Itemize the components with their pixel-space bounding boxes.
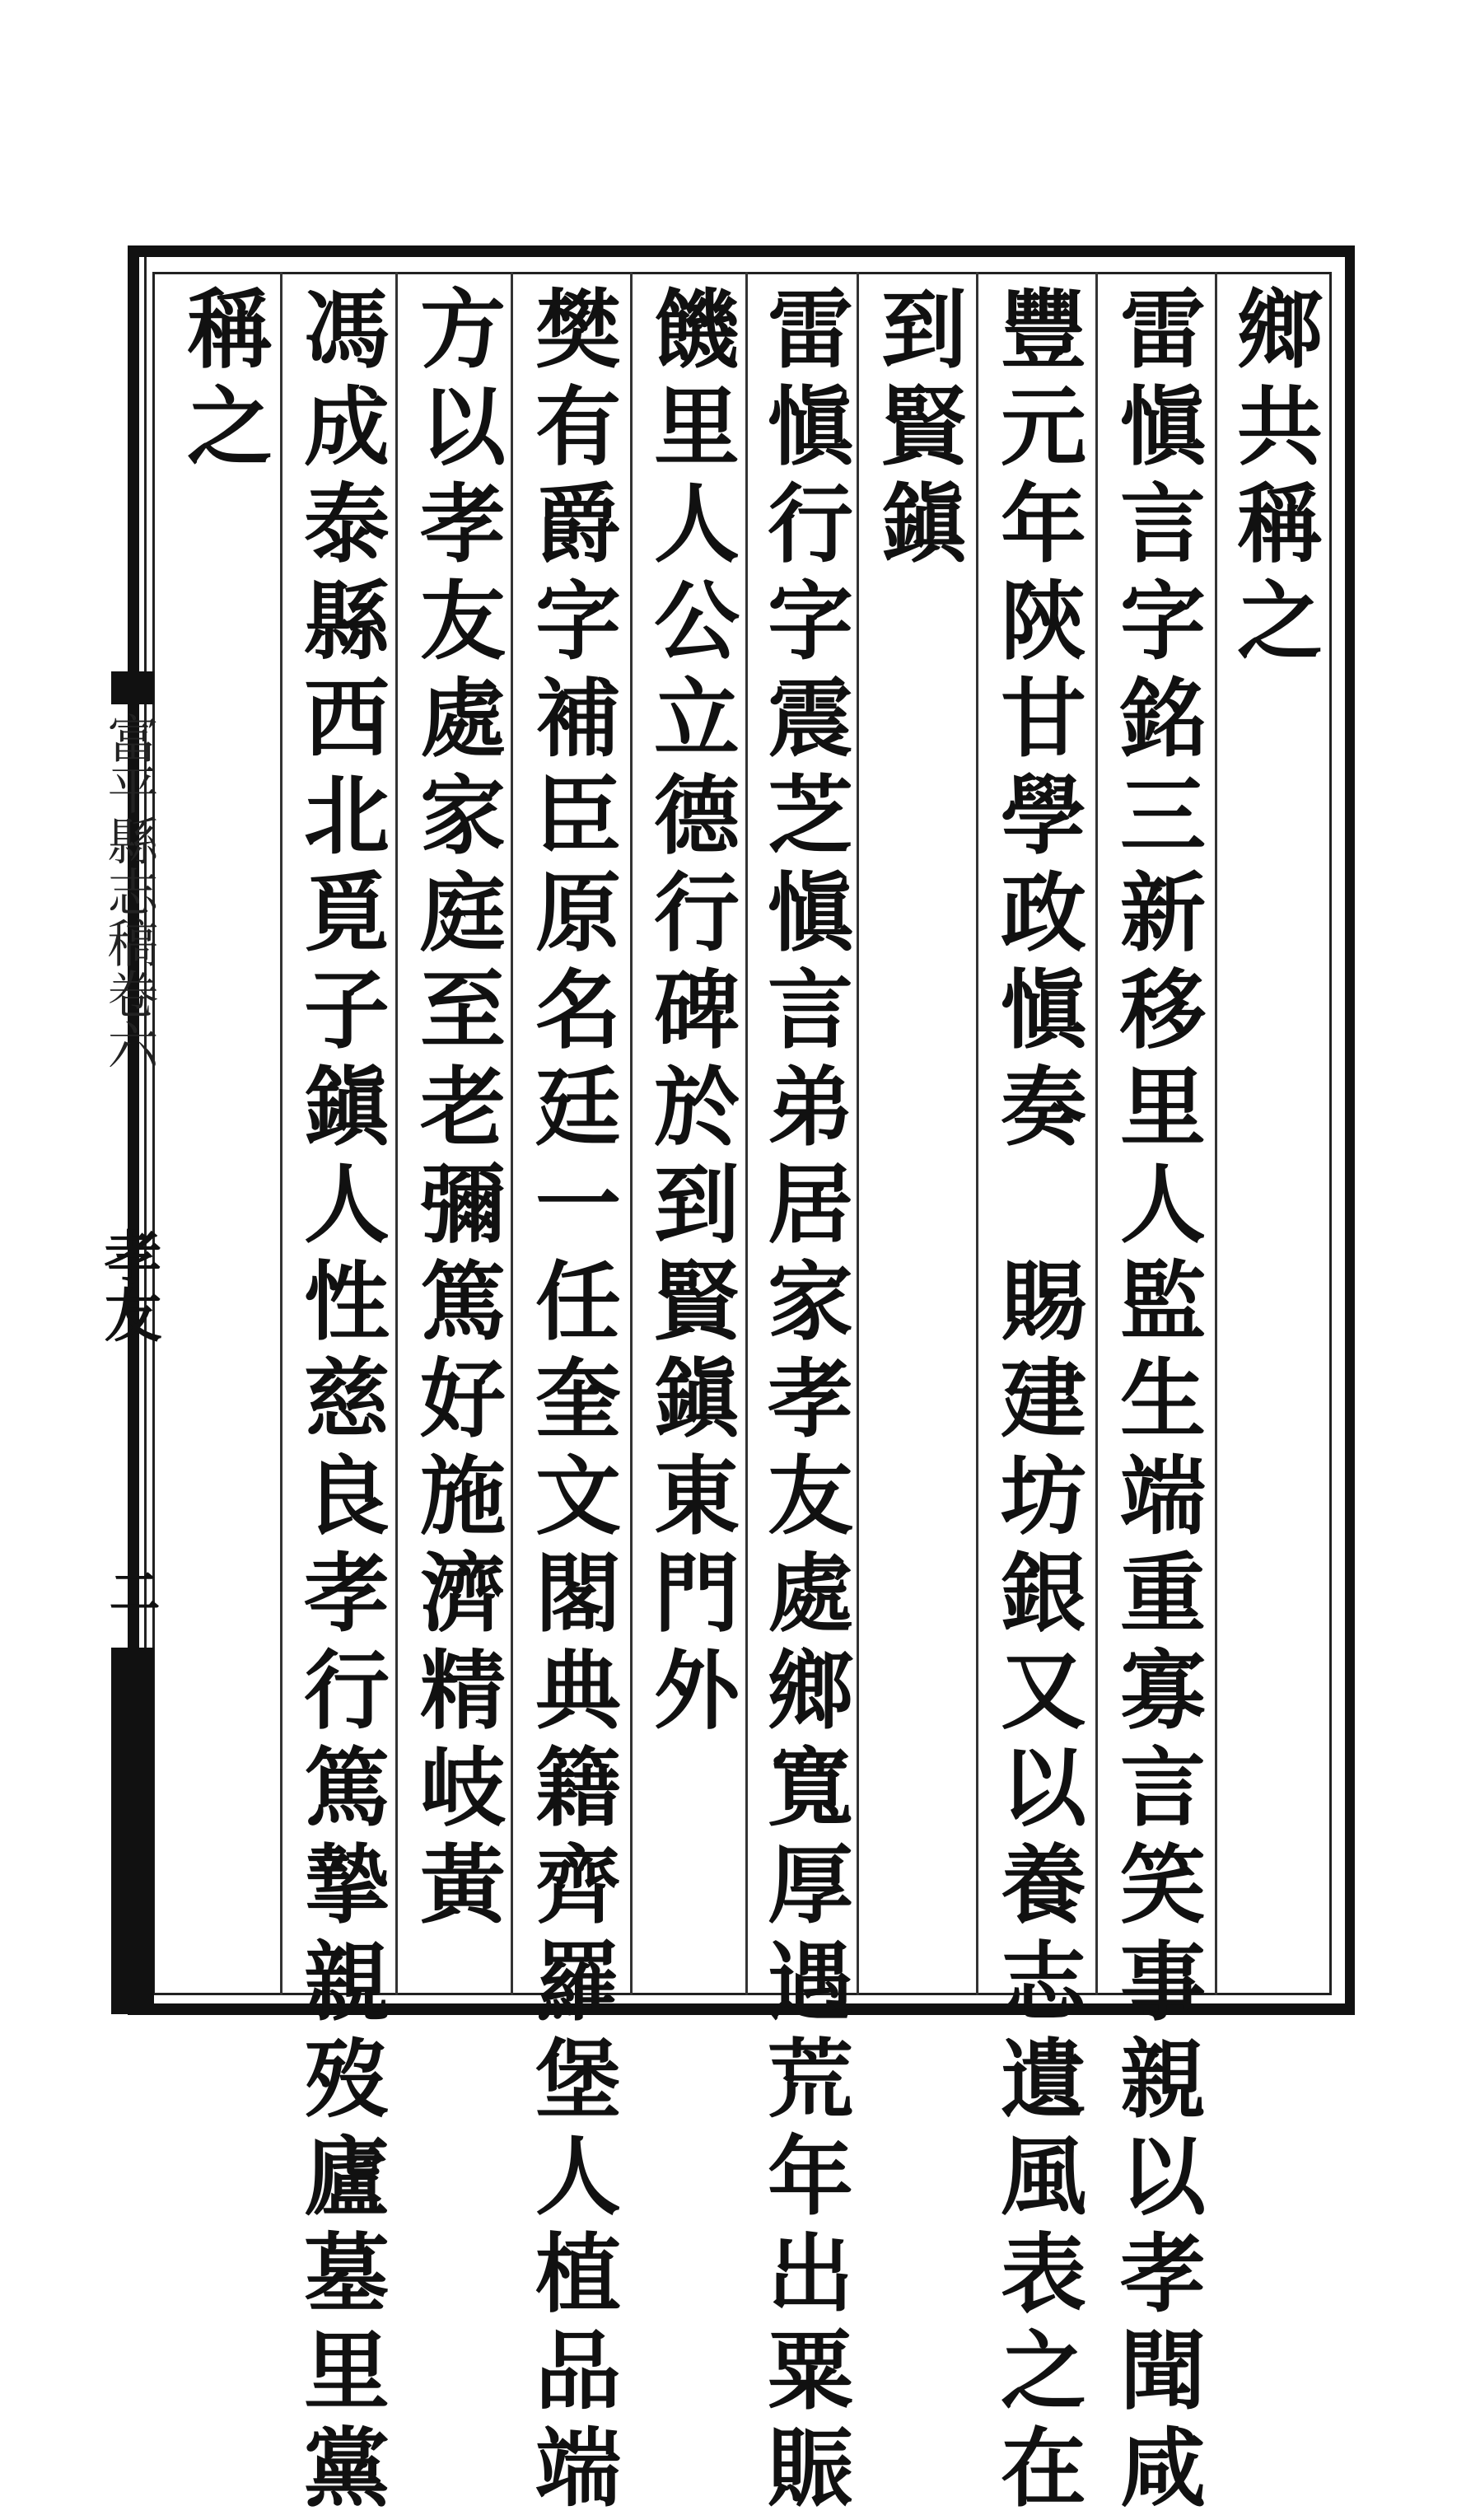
text-column-7: 樊有爵字補臣原名廷一任奎文閣典籍齊羅堡人植品端 xyxy=(521,284,622,2520)
text-column-4: 到賢鎭 xyxy=(866,284,968,576)
fishtail-mark xyxy=(111,671,154,704)
fishtail-bar xyxy=(111,1648,154,2014)
column-divider xyxy=(745,272,748,1995)
column-divider xyxy=(857,272,859,1995)
text-column-6: 饑里人公立德行碑於到賢鎭東門外 xyxy=(639,284,740,1742)
text-column-2: 雷愼言字銘三新移里人監生端重寡言笑事親以孝聞咸 xyxy=(1105,284,1207,2520)
margin-section: 孝友 xyxy=(95,1227,163,1343)
column-divider xyxy=(395,272,398,1995)
text-column-8: 方以孝友處家庭至老彌篤好施濟精岐黃 xyxy=(405,284,507,1937)
text-column-9: 馮成泰縣西北覓子鎭人性慈良孝行篤摯親歿廬墓里黨 xyxy=(289,284,390,2520)
text-column-1: 鄉共稱之 xyxy=(1222,284,1324,673)
margin-page-number: 二 xyxy=(100,1565,161,1616)
column-divider xyxy=(630,272,633,1995)
text-column-3: 豐元年陝甘學政愼奏 賜建坊銀又以養志遺風表之在 xyxy=(986,284,1087,2520)
column-divider xyxy=(1215,272,1217,1995)
margin-title: 富平縣志稿卷六 xyxy=(99,713,159,1070)
text-column-5: 雷愼行字震芝愼言弟居家孝友處鄉寬厚遇荒年出粟賑 xyxy=(753,284,854,2520)
text-column-10: 稱之 xyxy=(172,284,273,479)
column-divider xyxy=(976,272,978,1995)
column-divider xyxy=(511,272,513,1995)
column-divider xyxy=(280,272,282,1995)
column-divider xyxy=(1095,272,1098,1995)
